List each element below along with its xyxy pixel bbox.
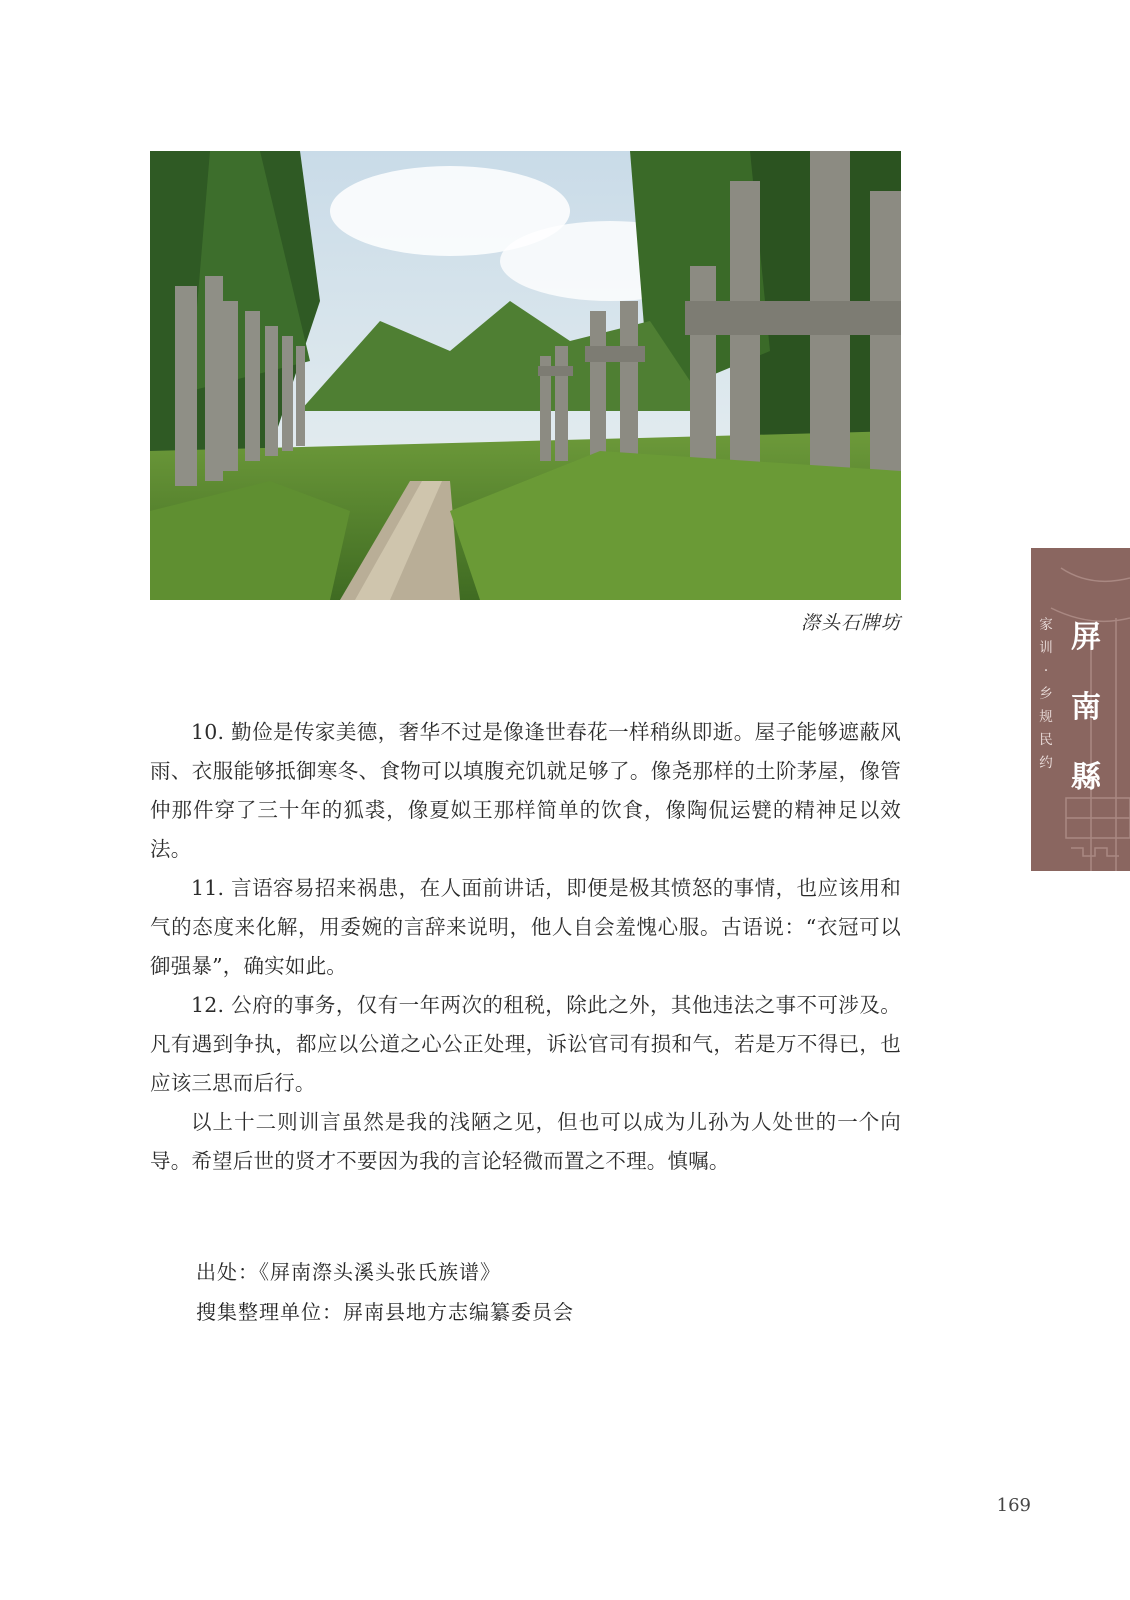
- archway-photo: [150, 151, 901, 600]
- source-origin: 出处：《屏南漈头溪头张氏族谱》: [196, 1260, 501, 1284]
- source-block: [196, 1252, 574, 1332]
- paragraph-conclusion: 以上十二则训言虽然是我的浅陋之见，但也可以成为儿孙为人处世的一个向导。希望后世的贤才不要因为我的言论轻微而置之不理。慎嘱。: [150, 1110, 901, 1173]
- paragraph-10: 10. 勤俭是传家美德，奢华不过是像逢世春花一样稍纵即逝。屋子能够遮蔽风雨、衣服能够抵御寒冬、食物可以填腹充饥就足够了。像尧那样的土阶茅屋，像管仲那件穿了三十年的狐裘，像夏姒王那样简单的饮食，像陶侃运甓的精神足以效法。: [150, 720, 901, 861]
- county-name: 屏 南 縣: [1071, 620, 1101, 795]
- chapter-side-tab: [1031, 548, 1130, 871]
- source-compiler: 搜集整理单位：屏南县地方志编纂委员会: [196, 1300, 574, 1324]
- paragraph-11: 11. 言语容易招来祸患，在人面前讲话，即便是极其愤怒的事情，也应该用和气的态度来化解，用委婉的言辞来说明，他人自会羞愧心服。古语说：“衣冠可以御强暴”，确实如此。: [150, 876, 901, 978]
- series-name: 家 训 · 乡 规 民 约: [1039, 617, 1053, 771]
- body-text: [150, 713, 901, 1181]
- page-number: 169: [996, 1495, 1031, 1516]
- photo-caption: 漈头石牌坊: [800, 612, 901, 634]
- paragraph-12: 12. 公府的事务，仅有一年两次的租税，除此之外，其他违法之事不可涉及。凡有遇到争执，都应以公道之心公正处理，诉讼官司有损和气，若是万不得已，也应该三思而后行。: [150, 993, 901, 1095]
